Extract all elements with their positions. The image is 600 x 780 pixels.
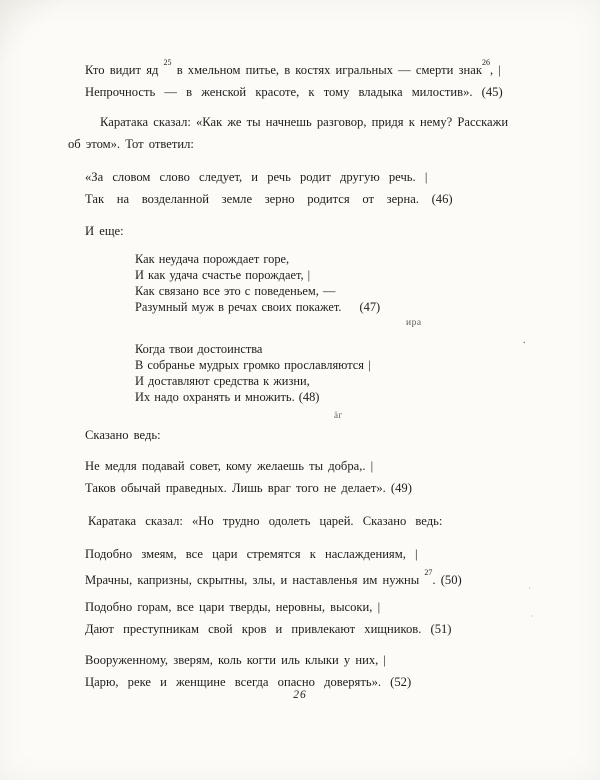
stanza-52 — [85, 650, 411, 693]
verse-text: Их надо охранять и множить. (48) — [135, 390, 320, 404]
verse-line — [135, 389, 371, 405]
lead-in-and-more — [85, 221, 124, 243]
artifact-text: ира — [406, 318, 422, 328]
page-edge-speck — [531, 612, 534, 621]
verse-text: Вооруженному, зверям, коль когти иль клыки у них, | — [85, 653, 386, 667]
verse-text: Не медля подавай совет, кому желаешь ты добра,. | — [85, 459, 374, 473]
verse-line — [85, 566, 462, 592]
verse-text: В собранье мудрых громко прославляются | — [135, 358, 371, 372]
prose-line — [85, 425, 161, 447]
verse-line — [85, 672, 411, 694]
stanza-51 — [85, 597, 451, 640]
prose-text: Сказано ведь: — [85, 428, 161, 442]
verse-line — [85, 619, 451, 641]
verse-line — [135, 251, 380, 267]
verse-line — [85, 650, 411, 672]
stanza-45 — [85, 56, 503, 103]
verse-text: Так на возделанной земле зерно родится от зерна. (46) — [85, 191, 453, 206]
verse-text: Кто видит яд — [85, 63, 164, 78]
stanza-47 — [135, 251, 380, 315]
verse-text: Когда твои достоинства — [135, 342, 263, 356]
verse-text: , | — [489, 63, 501, 78]
prose-text: Каратака сказал: «Как же ты начнешь разговор, придя к нему? Расскажи — [100, 115, 509, 129]
verse-line — [85, 56, 503, 82]
page-edge-speck — [528, 584, 531, 593]
bleedthrough-mark — [334, 410, 343, 420]
prose-line — [85, 221, 124, 243]
verse-line — [135, 373, 371, 389]
stanza-48 — [135, 341, 371, 405]
verse-text: Как связано все это с поведеньем, — — [135, 284, 336, 298]
verse-text: Разумный муж в речах своих покажет. — [135, 300, 342, 314]
verse-text: И доставляют средства к жизни, — [135, 374, 310, 388]
artifact-text: · — [528, 584, 532, 593]
artifact-text: äг — [334, 410, 343, 420]
page-number-text: 26 — [293, 689, 307, 701]
verse-text: И как удача счастье порождает, | — [135, 268, 311, 282]
prose-paragraph-2 — [88, 511, 442, 533]
prose-line — [68, 112, 508, 134]
verse-text: «За словом слово следует, и речь родит другую речь. | — [85, 170, 428, 184]
prose-text: И еще: — [85, 224, 124, 238]
verse-text: Подобно змеям, все цари стремятся к наслаждениям, | — [85, 547, 418, 561]
stanza-46 — [85, 167, 453, 210]
verse-text: Непрочность — в женской красоте, к тому владыка милостив». (45) — [85, 84, 503, 99]
verse-line — [85, 544, 462, 566]
verse-text: в хмельном питье, в костях игральных — смерти знак — [171, 63, 482, 78]
verse-text: Как неудача порождает горе, — [135, 252, 290, 266]
lead-in-skazano-ved — [85, 425, 161, 447]
footnote-ref-26: 26 — [481, 58, 490, 67]
ink-speck — [523, 335, 526, 346]
prose-line — [88, 511, 442, 533]
verse-text: Дают преступникам свой кров и привлекают хищников. (51) — [85, 621, 452, 636]
verse-text: Мрачны, капризны, скрытны, злы, и наставленья им нужны — [85, 572, 425, 587]
verse-line — [135, 283, 380, 299]
verse-line — [135, 267, 380, 283]
artifact-text: · — [531, 612, 535, 621]
verse-line — [135, 341, 371, 357]
stanza-number: (47) — [359, 300, 381, 314]
page-number — [288, 689, 312, 701]
verse-text: . (50) — [432, 572, 462, 587]
verse-line — [85, 189, 453, 211]
verse-line — [85, 167, 453, 189]
verse-line — [85, 456, 412, 478]
prose-text: об этом». Тот ответил: — [68, 136, 194, 151]
prose-line — [68, 134, 508, 156]
stanza-50 — [85, 544, 462, 591]
footnote-ref-27: 27 — [424, 567, 433, 577]
bleedthrough-mark — [406, 318, 422, 328]
verse-line — [85, 597, 451, 619]
verse-text: Подобно горам, все цари тверды, неровны, высоки, | — [85, 600, 381, 614]
artifact-text: . — [523, 335, 526, 346]
verse-text: Таков обычай праведных. Лишь враг того не делает». (49) — [85, 480, 412, 495]
verse-line — [135, 299, 380, 315]
footnote-ref-25: 25 — [163, 58, 172, 67]
verse-line — [85, 478, 412, 500]
verse-line — [135, 357, 371, 373]
stanza-49 — [85, 456, 412, 499]
prose-paragraph-1 — [68, 112, 508, 155]
prose-text: Каратака сказал: «Но трудно одолеть царей. Сказано ведь: — [88, 514, 443, 528]
verse-text: Царю, реке и женщине всегда опасно доверять». (52) — [85, 674, 412, 689]
verse-line — [85, 82, 503, 104]
